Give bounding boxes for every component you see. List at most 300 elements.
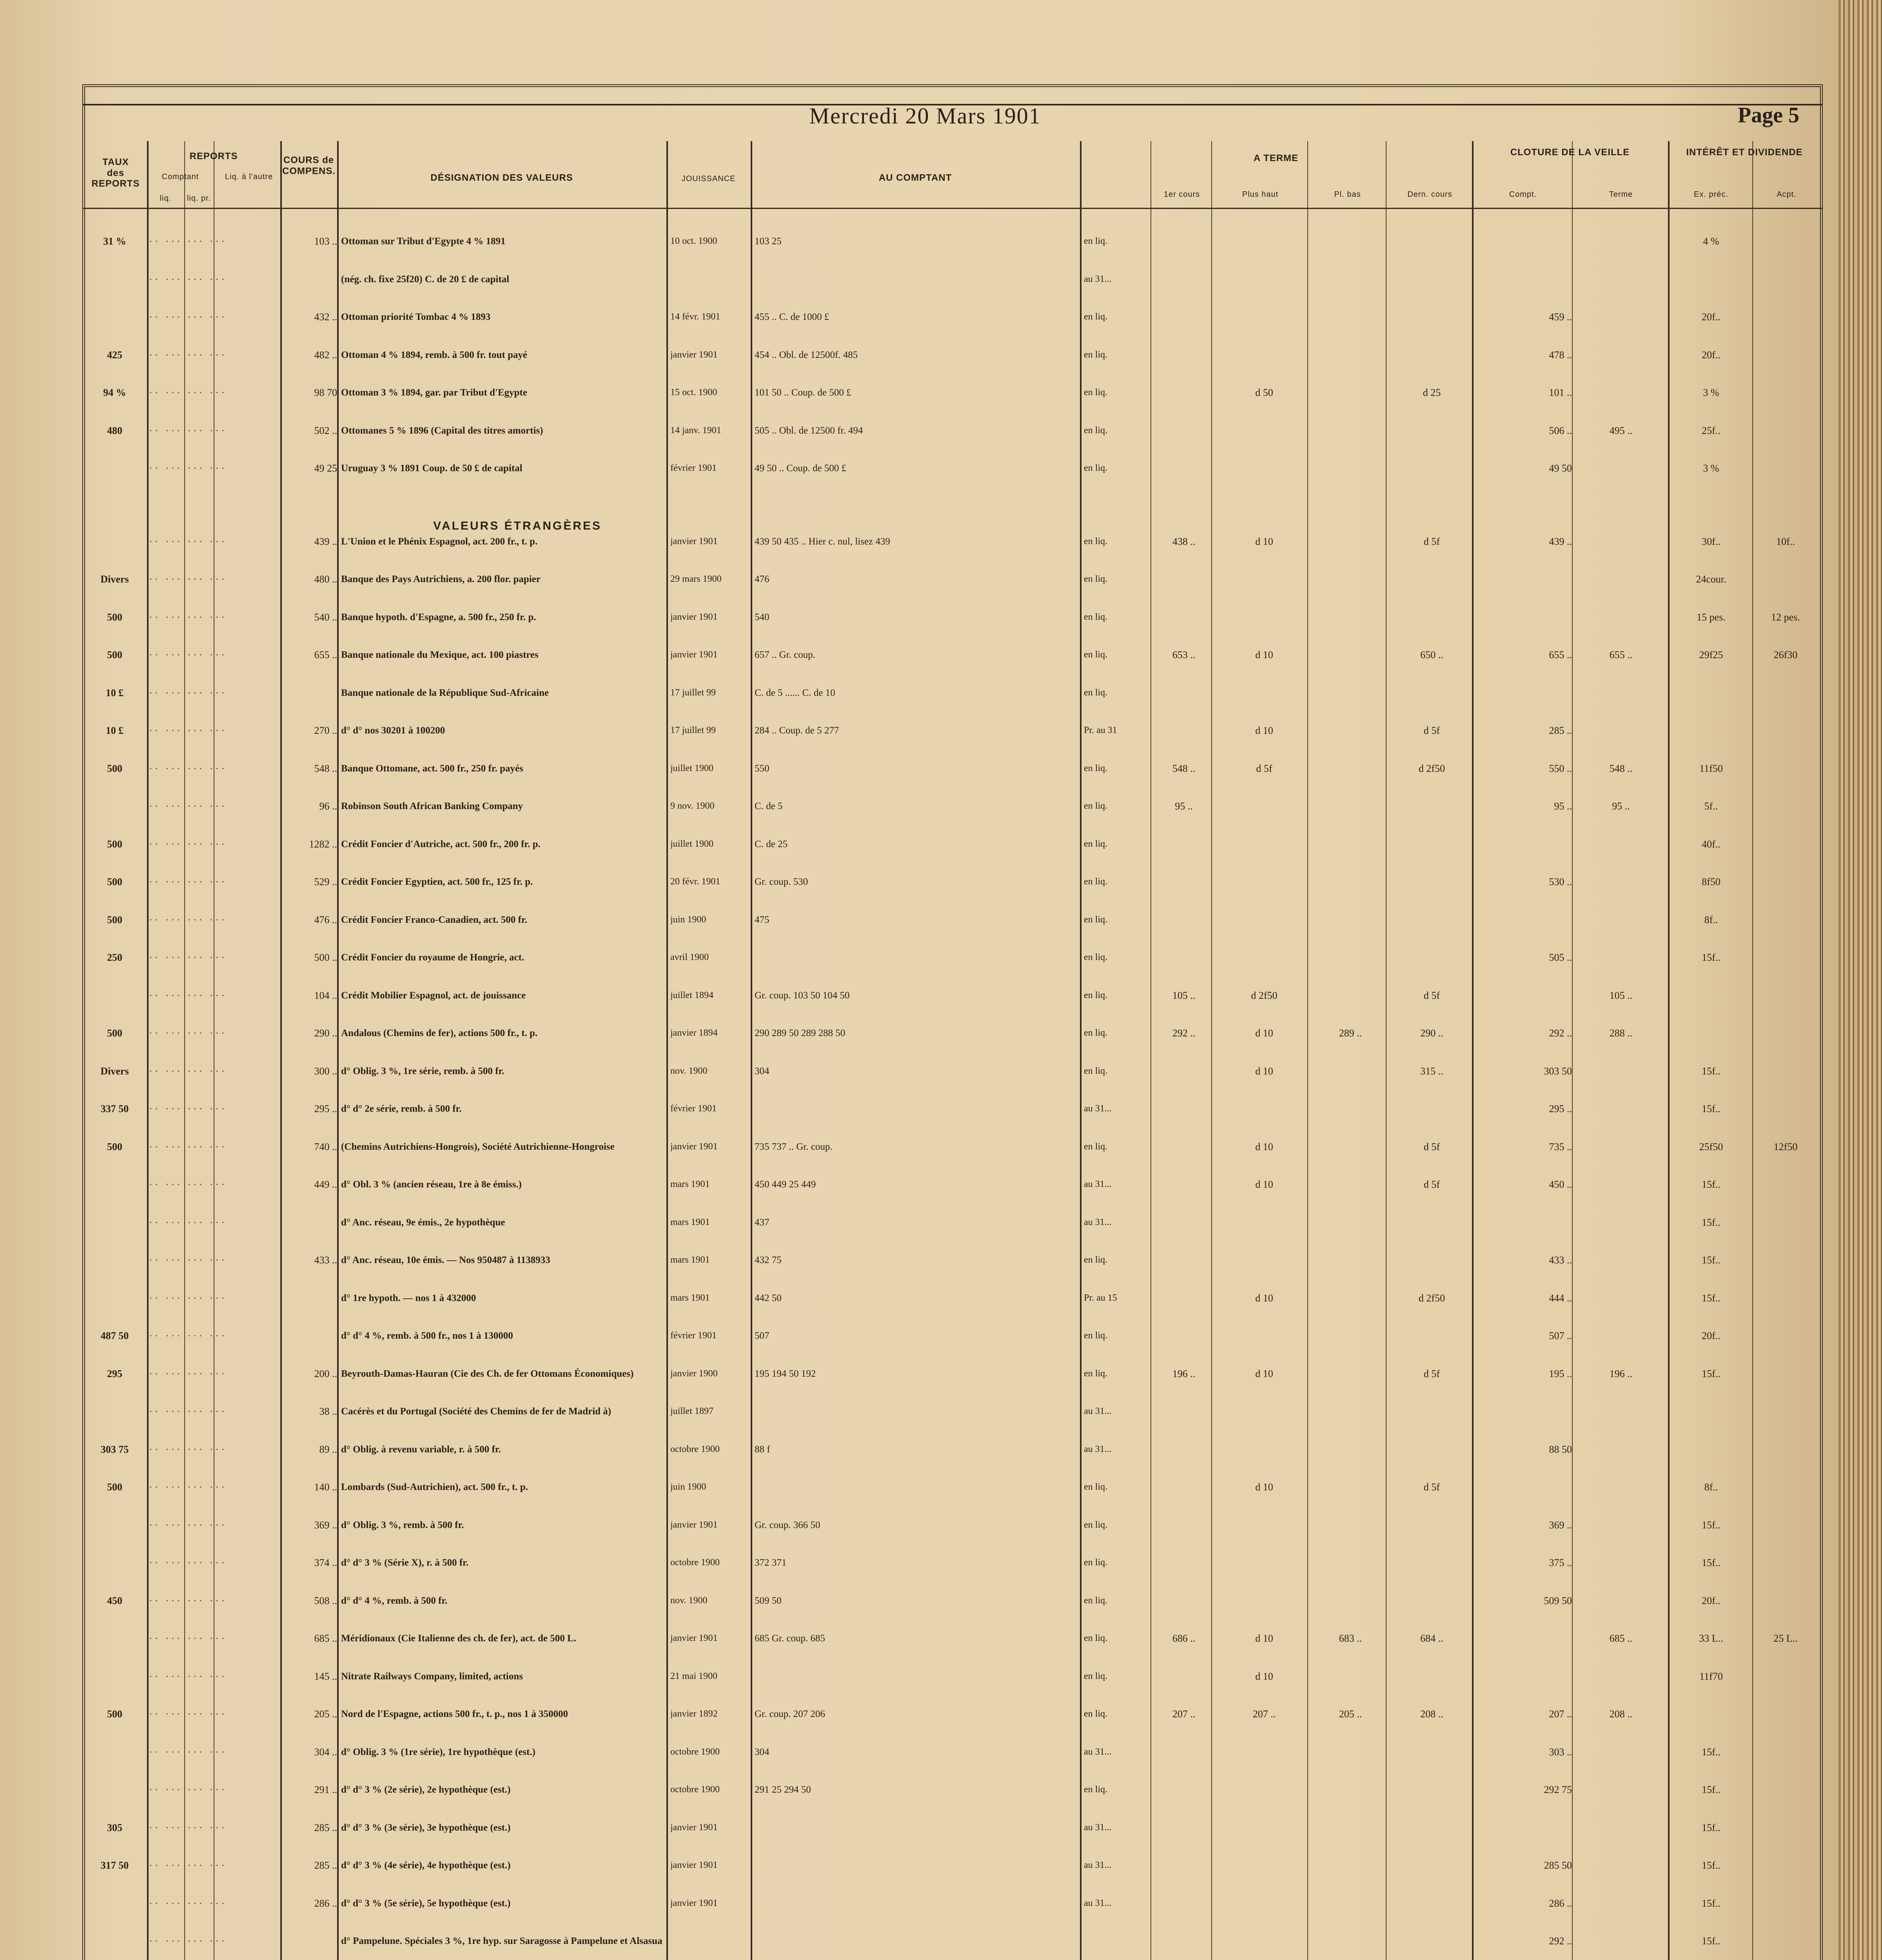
cell-jouis: janvier 1901 [670,350,718,360]
cell-desig: Andalous (Chemins de fer), actions 500 fr., t. p. [341,1028,538,1038]
cell-ccompt: 369 .. [1549,1519,1572,1531]
cell-dern: d 5f [1423,1368,1440,1379]
cell-desig: d° Anc. réseau, 9e émis., 2e hypothèque [341,1217,505,1228]
cell-marche: en liq. [1084,1028,1107,1038]
cell-jouis: février 1901 [670,1103,717,1114]
col-header-comptant: AU COMPTANT [878,172,952,183]
cell-cours: 433 .. [314,1254,337,1266]
cell-compt: 49 50 .. Coup. de 500 £ [755,463,847,474]
cell-cours: 369 .. [314,1519,337,1531]
cell-premier: 653 .. [1172,649,1196,661]
leader-dots: ·· ··· ··· ··· [149,274,227,285]
cell-ccompt: 530 .. [1549,876,1572,887]
cell-cours: 96 .. [319,800,337,812]
cell-ccompt: 292 75 [1544,1784,1572,1795]
cell-desig: Lombards (Sud-Autrichien), act. 500 fr., t. p. [341,1482,528,1492]
cell-div: 20f.. [1702,311,1720,323]
col-header-plus-bas: Pl. bas [1334,190,1361,199]
cell-cours: 685 .. [314,1633,337,1644]
cell-desig: Banque nationale de la République Sud-Africaine [341,688,549,698]
cell-ccompt: 459 .. [1549,311,1572,323]
cell-jouis: 10 oct. 1900 [670,236,717,246]
cell-desig: d° Oblig. à revenu variable, r. à 500 fr. [341,1444,501,1455]
col-header-comptant-sub: Comptant [162,172,199,181]
cell-desig: Banque Ottomane, act. 500 fr., 250 fr. payés [341,763,523,774]
cell-ccompt: 444 .. [1549,1292,1572,1304]
cell-compt: 442 50 [755,1293,782,1303]
cell-term: 288 .. [1609,1027,1633,1039]
cell-plus: d 10 [1255,725,1273,736]
col-header-plus-haut: Plus haut [1242,190,1279,199]
cell-compt: 304 [755,1747,769,1757]
cell-cours: 432 .. [314,311,337,323]
cell-cours: 655 .. [314,649,337,661]
cell-plus: d 10 [1255,1481,1273,1493]
col-header-cloture-compt: Compt. [1509,190,1537,199]
leader-dots: ·· ··· ··· ··· [149,236,227,247]
cell-cours: 205 .. [314,1708,337,1720]
cell-jouis: mars 1901 [670,1217,710,1227]
cell-plus: d 10 [1255,1065,1273,1077]
cell-premier: 105 .. [1172,990,1196,1001]
cell-cours: 500 .. [314,952,337,963]
divider-designation [666,141,668,1960]
cell-taux: 500 [107,612,122,623]
cell-ccompt: 439 .. [1549,536,1572,547]
cell-div: 15f.. [1702,1519,1720,1531]
cell-desig: (Chemins Autrichiens-Hongrois), Société Autrichienne-Hongroise [341,1142,615,1152]
cell-taux: 500 [107,838,122,850]
leader-dots: ·· ··· ··· ··· [149,1557,227,1568]
cell-compt: 195 194 50 192 [755,1368,816,1379]
cell-term: 548 .. [1609,763,1633,774]
cell-cours: 374 .. [314,1557,337,1568]
cell-dern: d 2f50 [1418,1292,1445,1304]
col-header-interet-prec: Ex. préc. [1694,190,1728,199]
cell-cours: 295 .. [314,1103,337,1114]
cell-compt: 437 [755,1217,769,1228]
cell-desig: Ottomanes 5 % 1896 (Capital des titres amortis) [341,425,543,436]
cell-desig: Robinson South African Banking Company [341,801,523,811]
cell-taux: 425 [107,349,122,361]
leader-dots: ·· ··· ··· ··· [149,1065,227,1077]
leader-dots: ·· ··· ··· ··· [149,536,227,547]
divider-taux [147,141,149,1960]
cell-cours: 480 .. [314,573,337,585]
col-header-designation: DÉSIGNATION DES VALEURS [430,172,573,183]
leader-dots: ·· ··· ··· ··· [149,1898,227,1909]
cell-cours: 270 .. [314,725,337,736]
cell-desig: Nitrate Railways Company, limited, actions [341,1671,523,1682]
divider-comptant [1080,141,1082,1960]
cell-jouis: avril 1900 [670,952,709,962]
cell-cours: 49 25 [314,463,337,474]
cell-dern: d 5f [1423,990,1440,1001]
cell-premier: 548 .. [1172,763,1196,774]
cell-jouis: juillet 1894 [670,990,713,1000]
cell-jouis: 17 juillet 99 [670,688,716,698]
cell-jouis: janvier 1901 [670,1142,718,1152]
cell-div: 29f25 [1699,649,1723,661]
cell-compt: 103 25 [755,236,782,247]
leader-dots: ·· ··· ··· ··· [149,1444,227,1455]
cell-dern: d 2f50 [1418,763,1445,774]
cell-cours: 291 .. [314,1784,337,1795]
cell-compt: 509 50 [755,1595,782,1606]
divider-premier [1211,141,1212,1960]
cell-dern: d 5f [1423,1179,1440,1190]
cell-marche: Pr. au 31 [1084,725,1117,735]
cell-plus: d 10 [1255,1368,1273,1379]
cell-jouis: février 1901 [670,1330,717,1341]
cell-jouis: 14 févr. 1901 [670,312,720,322]
cell-desig: d° d° 3 % (3e série), 3e hypothèque (est.) [341,1822,511,1833]
cell-cours: 38 .. [319,1406,337,1417]
cell-desig: Crédit Foncier Franco-Canadien, act. 500 fr. [341,915,527,925]
cell-taux: 500 [107,1708,122,1720]
cell-cours: 439 .. [314,536,337,547]
cell-marche: au 31... [1084,1103,1112,1114]
cell-jouis: octobre 1900 [670,1747,720,1757]
leader-dots: ·· ··· ··· ··· [149,1103,227,1114]
cell-compt: 101 50 .. Coup. de 500 £ [755,387,851,398]
cell-desig: Ottoman sur Tribut d'Egypte 4 % 1891 [341,236,506,247]
cell-jouis: janvier 1901 [670,1898,718,1908]
cell-compt: C. de 5 [755,801,783,811]
cell-div: 20f.. [1702,1330,1720,1341]
cell-marche: au 31... [1084,274,1112,284]
cell-cours: 286 .. [314,1898,337,1909]
cell-taux: 500 [107,914,122,926]
cell-acp: 10f.. [1776,536,1795,547]
cell-plus: d 10 [1255,536,1273,547]
cell-term: 105 .. [1609,990,1633,1001]
cell-jouis: juillet 1900 [670,839,713,849]
leader-dots: ·· ··· ··· ··· [149,1671,227,1682]
col-header-dernier-cours: Dern. cours [1407,190,1452,199]
leader-dots: ·· ··· ··· ··· [149,1292,227,1304]
cell-desig: Ottoman 3 % 1894, gar. par Tribut d'Egypte [341,387,527,398]
cell-taux: 500 [107,876,122,887]
cell-div: 4 % [1703,236,1719,247]
cell-marche: en liq. [1084,536,1107,546]
cell-jouis: janvier 1901 [670,612,718,622]
cell-compt: 550 [755,763,769,774]
cell-dern: 208 .. [1420,1708,1443,1720]
cell-compt: C. de 25 [755,839,788,849]
cell-desig: Nord de l'Espagne, actions 500 fr., t. p., nos 1 à 350000 [341,1709,568,1719]
leader-dots: ·· ··· ··· ··· [149,1027,227,1039]
leader-dots: ·· ··· ··· ··· [149,687,227,699]
cell-taux: 10 £ [105,725,124,736]
cell-compt: 291 25 294 50 [755,1784,811,1795]
leader-dots: ·· ··· ··· ··· [149,1784,227,1795]
cell-compt: 657 .. Gr. coup. [755,650,815,660]
cell-ccompt: 286 .. [1549,1898,1572,1909]
cell-premier: 196 .. [1172,1368,1196,1379]
cell-ccompt: 292 .. [1549,1027,1572,1039]
cell-compt: 372 371 [755,1557,787,1568]
cell-desig: d° d° 2e série, remb. à 500 fr. [341,1103,462,1114]
cell-compt: 454 .. Obl. de 12500f. 485 [755,350,858,360]
cell-cours: 145 .. [314,1671,337,1682]
cell-compt: 735 737 .. Gr. coup. [755,1142,833,1152]
cell-marche: en liq. [1084,312,1107,322]
cell-compt: 304 [755,1066,769,1076]
cell-marche: au 31... [1084,1860,1112,1870]
cell-ccompt: 285 50 [1544,1860,1572,1871]
cell-taux: 305 [107,1822,122,1833]
cell-plus: d 10 [1255,1292,1273,1304]
cell-div: 15f.. [1702,1254,1720,1266]
cell-desig: d° Pampelune. Spéciales 3 %, 1re hyp. sur Saragosse à Pampelune et Alsasua [341,1936,662,1946]
cell-desig: Ottoman priorité Tombac 4 % 1893 [341,312,491,322]
cell-div: 15f.. [1702,1179,1720,1190]
cell-dern: d 5f [1423,1481,1440,1493]
leader-dots: ·· ··· ··· ··· [149,612,227,623]
cell-compt: 290 289 50 289 288 50 [755,1028,846,1038]
cell-marche: en liq. [1084,463,1107,473]
leader-dots: ·· ··· ··· ··· [149,1406,227,1417]
cell-compt: Gr. coup. 366 50 [755,1520,820,1530]
cell-marche: en liq. [1084,350,1107,360]
cell-desig: Uruguay 3 % 1891 Coup. de 50 £ de capital [341,463,523,474]
cell-cours: 449 .. [314,1179,337,1190]
cell-jouis: nov. 1900 [670,1595,708,1606]
cell-cours: 285 .. [314,1822,337,1833]
cell-taux: 317 50 [100,1860,129,1871]
cell-jouis: janvier 1892 [670,1709,718,1719]
cell-plus: d 2f50 [1251,990,1278,1001]
col-header-taux: TAUX des REPORTS [91,157,140,189]
cell-plus: d 5f [1256,763,1272,774]
cell-dern: d 25 [1423,387,1441,398]
cell-marche: Pr. au 15 [1084,1293,1117,1303]
cell-taux: 450 [107,1595,122,1606]
col-header-jouissance: JOUISSANCE [681,174,736,183]
cell-jouis: janvier 1901 [670,536,718,546]
cell-cours: 740 .. [314,1141,337,1152]
page-date: Mercredi 20 Mars 1901 [809,103,1041,129]
cell-compt: 284 .. Coup. de 5 277 [755,725,839,736]
cell-acp: 12 pes. [1771,612,1800,623]
cell-dern: 650 .. [1420,649,1443,661]
cell-marche: en liq. [1084,574,1107,584]
leader-dots: ·· ··· ··· ··· [149,463,227,474]
cell-div: 15f.. [1702,1746,1720,1758]
cell-term: 685 .. [1609,1633,1633,1644]
cell-ccompt: 101 .. [1549,387,1572,398]
section-title-valeurs-etrangeres: VALEURS ÉTRANGÈRES [433,519,602,532]
cell-cours: 540 .. [314,612,337,623]
cell-marche: au 31... [1084,1217,1112,1227]
cell-marche: en liq. [1084,1709,1107,1719]
cell-compt: Gr. coup. 207 206 [755,1709,825,1719]
cell-marche: au 31... [1084,1179,1112,1189]
cell-taux: 31 % [103,236,126,247]
cell-compt: C. de 5 ...... C. de 10 [755,688,835,698]
cell-marche: en liq. [1084,688,1107,698]
cell-jouis: 21 mai 1900 [670,1671,717,1681]
cell-marche: au 31... [1084,1822,1112,1833]
cell-plbas: 205 .. [1339,1708,1362,1720]
divider-interet [1752,141,1753,1960]
cell-cours: 103 .. [314,236,337,247]
cell-marche: en liq. [1084,1368,1107,1379]
cell-dern: 290 .. [1420,1027,1443,1039]
cell-cours: 502 .. [314,425,337,436]
cell-ccompt: 478 .. [1549,349,1572,361]
cell-desig: Crédit Foncier du royaume de Hongrie, act. [341,952,524,963]
cell-cours: 476 .. [314,914,337,926]
cell-jouis: janvier 1901 [670,1520,718,1530]
cell-jouis: juillet 1900 [670,763,713,773]
cell-plus: d 10 [1255,649,1273,661]
cell-desig: d° d° 4 %, remb. à 500 fr., nos 1 à 130000 [341,1330,513,1341]
leader-dots: ·· ··· ··· ··· [149,990,227,1001]
cell-taux: 94 % [103,387,126,398]
leader-dots: ·· ··· ··· ··· [149,1141,227,1152]
cell-premier: 207 .. [1172,1708,1196,1720]
cell-div: 3 % [1703,387,1719,398]
cell-div: 15f.. [1702,1368,1720,1379]
page-number: Page 5 [1737,103,1799,127]
cell-term: 196 .. [1609,1368,1633,1379]
cell-ccompt: 506 .. [1549,425,1572,436]
cell-plus: d 10 [1255,1141,1273,1152]
leader-dots: ·· ··· ··· ··· [149,914,227,926]
cell-jouis: janvier 1894 [670,1028,718,1038]
cell-cours: 200 .. [314,1368,337,1379]
cell-compt: 432 75 [755,1255,782,1265]
cell-ccompt: 735 .. [1549,1141,1572,1152]
cell-compt: 476 [755,574,769,584]
cell-dern: d 5f [1423,1141,1440,1152]
cell-desig: d° Anc. réseau, 10e émis. — Nos 950487 à 1138933 [341,1255,550,1265]
cell-jouis: mars 1901 [670,1293,710,1303]
cell-premier: 438 .. [1172,536,1196,547]
cell-jouis: février 1901 [670,463,717,473]
leader-dots: ·· ··· ··· ··· [149,1822,227,1833]
cell-taux: Divers [100,573,129,585]
cell-marche: en liq. [1084,877,1107,887]
cell-marche: en liq. [1084,1255,1107,1265]
cell-ccompt: 433 .. [1549,1254,1572,1266]
cell-div: 8f50 [1702,876,1720,887]
cell-desig: (nég. ch. fixe 25f20) C. de 20 £ de capital [341,274,510,285]
cell-div: 15f.. [1702,1860,1720,1871]
cell-premier: 95 .. [1175,800,1193,812]
leader-dots: ·· ··· ··· ··· [149,349,227,361]
col-header-reports: REPORTS [189,151,238,162]
cell-div: 11f70 [1699,1671,1723,1682]
leader-dots: ·· ··· ··· ··· [149,311,227,323]
cell-marche: au 31... [1084,1444,1112,1454]
cell-desig: d° d° 3 % (Série X), r. à 500 fr. [341,1557,469,1568]
cell-jouis: 29 mars 1900 [670,574,722,584]
cell-dern: d 5f [1423,725,1440,736]
cell-taux: 487 50 [100,1330,129,1341]
cell-jouis: janvier 1901 [670,1860,718,1870]
cell-marche: en liq. [1084,1482,1107,1492]
cell-acp: 25 L.. [1773,1633,1798,1644]
cell-dern: d 5f [1423,536,1440,547]
cell-ccompt: 49 50 [1549,463,1572,474]
cell-div: 40f.. [1702,838,1720,850]
cell-compt: 439 50 435 .. Hier c. nul, lisez 439 [755,536,890,547]
cell-cours: 285 .. [314,1860,337,1871]
col-header-interet: INTÉRÊT ET DIVIDENDE [1686,147,1803,158]
cell-marche: en liq. [1084,425,1107,436]
cell-div: 15f.. [1702,1822,1720,1833]
cell-div: 8f.. [1704,914,1718,926]
cell-div: 20f.. [1702,349,1720,361]
cell-acp: 12f50 [1773,1141,1798,1152]
cell-desig: Méridionaux (Cie Italienne des ch. de fer), act. de 500 L. [341,1633,576,1644]
cell-taux: 500 [107,763,122,774]
col-header-liq-sub: Liq. à l'autre [225,172,273,181]
cell-plus: d 50 [1255,387,1273,398]
cell-div: 24cour. [1696,573,1726,585]
leader-dots: ·· ··· ··· ··· [149,425,227,436]
leader-dots: ·· ··· ··· ··· [149,1217,227,1228]
cell-desig: d° 1re hypoth. — nos 1 à 432000 [341,1293,476,1303]
cell-marche: en liq. [1084,1066,1107,1076]
cell-taux: 337 50 [100,1103,129,1114]
leader-dots: ·· ··· ··· ··· [149,649,227,661]
cell-div: 15f.. [1702,1065,1720,1077]
cell-compt: 505 .. Obl. de 12500 fr. 494 [755,425,863,436]
cell-jouis: 20 févr. 1901 [670,877,720,887]
cell-div: 15f.. [1702,1217,1720,1228]
cell-cours: 548 .. [314,763,337,774]
cell-compt: 507 [755,1330,769,1341]
cell-ccompt: 509 50 [1544,1595,1572,1606]
cell-marche: en liq. [1084,952,1107,962]
cell-desig: Banque nationale du Mexique, act. 100 piastres [341,650,539,660]
leader-dots: ·· ··· ··· ··· [149,1860,227,1871]
leader-dots: ·· ··· ··· ··· [149,387,227,398]
cell-ccompt: 375 .. [1549,1557,1572,1568]
cell-term: 495 .. [1609,425,1633,436]
cell-jouis: janvier 1900 [670,1368,718,1379]
divider-plus-haut [1307,141,1308,1960]
cell-marche: en liq. [1084,1142,1107,1152]
cell-compt: 685 Gr. coup. 685 [755,1633,825,1644]
cell-ccompt: 195 .. [1549,1368,1572,1379]
cell-div: 33 L.. [1699,1633,1723,1644]
cell-jouis: mars 1901 [670,1255,710,1265]
cell-taux: Divers [100,1065,129,1077]
cell-taux: 500 [107,1141,122,1152]
cell-marche: en liq. [1084,650,1107,660]
leader-dots: ·· ··· ··· ··· [149,952,227,963]
cell-ccompt: 295 .. [1549,1103,1572,1114]
cell-marche: en liq. [1084,915,1107,925]
cell-marche: en liq. [1084,1784,1107,1795]
cell-div: 25f50 [1699,1141,1723,1152]
cell-div: 25f.. [1702,425,1720,436]
col-header-a-terme: A TERME [1253,153,1299,163]
cell-jouis: 9 nov. 1900 [670,801,715,811]
cell-plus: d 10 [1255,1179,1273,1190]
divider-jouissance [751,141,752,1960]
cell-div: 15f.. [1702,952,1720,963]
cell-ccompt: 450 .. [1549,1179,1572,1190]
cell-taux: 500 [107,649,122,661]
cell-div: 20f.. [1702,1595,1720,1606]
leader-dots: ·· ··· ··· ··· [149,1633,227,1644]
